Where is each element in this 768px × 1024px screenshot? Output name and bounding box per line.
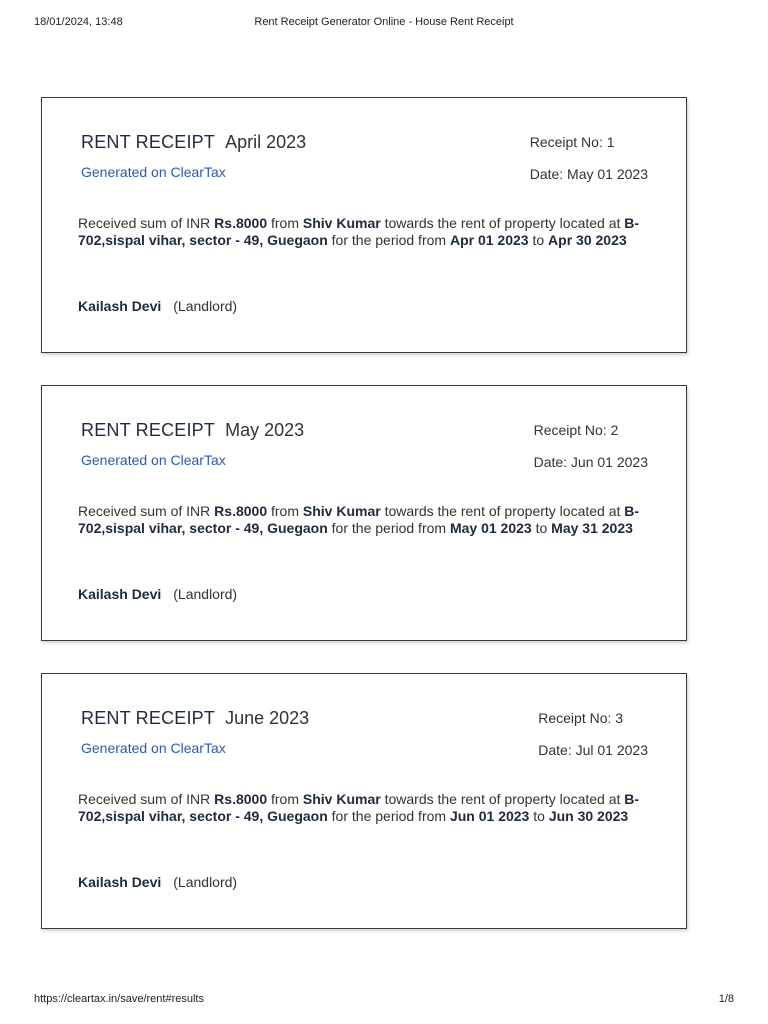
body-text: from bbox=[267, 791, 303, 807]
tenant-name: Shiv Kumar bbox=[302, 503, 381, 519]
receipt-title: RENT RECEIPT bbox=[81, 420, 216, 440]
period-end: May 31 2023 bbox=[551, 520, 633, 536]
landlord-name: Kailash Devi bbox=[78, 586, 162, 602]
receipt-title: RENT RECEIPT bbox=[81, 132, 216, 152]
period-start: Apr 01 2023 bbox=[449, 232, 529, 248]
property-address: B-702,sispal vihar, sector - 49, Guegaon bbox=[78, 791, 640, 824]
print-header bbox=[0, 16, 768, 30]
receipt-heading bbox=[81, 132, 306, 153]
receipt-date: Date: Jul 01 2023 bbox=[538, 742, 648, 758]
receipt-month: June 2023 bbox=[225, 708, 310, 728]
period-start: Jun 01 2023 bbox=[449, 808, 530, 824]
landlord-name: Kailash Devi bbox=[78, 298, 162, 314]
print-page-number: 1/8 bbox=[718, 993, 734, 1005]
receipt-meta bbox=[534, 422, 648, 470]
body-text: to bbox=[528, 232, 549, 248]
receipt-meta bbox=[538, 710, 648, 758]
landlord-signature bbox=[78, 874, 237, 890]
body-text: for the period from bbox=[327, 232, 450, 248]
landlord-role: (Landlord) bbox=[173, 874, 238, 890]
body-text: for the period from bbox=[327, 808, 450, 824]
rent-amount: Rs.8000 bbox=[214, 503, 268, 519]
property-address: B-702,sispal vihar, sector - 49, Guegaon bbox=[78, 503, 640, 536]
print-page-title: Rent Receipt Generator Online - House Rent Receipt bbox=[254, 16, 514, 28]
landlord-name: Kailash Devi bbox=[78, 874, 162, 890]
body-text: towards the rent of property located at bbox=[380, 503, 625, 519]
receipt-meta bbox=[530, 134, 648, 182]
receipt-body bbox=[78, 791, 648, 825]
receipt-month: April 2023 bbox=[225, 132, 307, 152]
body-text: from bbox=[267, 503, 303, 519]
print-url: https://cleartax.in/save/rent#results bbox=[34, 993, 204, 1005]
body-text: to bbox=[531, 520, 552, 536]
body-text: towards the rent of property located at bbox=[380, 215, 625, 231]
tenant-name: Shiv Kumar bbox=[302, 791, 381, 807]
tenant-name: Shiv Kumar bbox=[302, 215, 381, 231]
body-text: from bbox=[267, 215, 303, 231]
period-start: May 01 2023 bbox=[449, 520, 532, 536]
period-end: Jun 30 2023 bbox=[548, 808, 629, 824]
print-footer bbox=[0, 993, 768, 1007]
receipt-date: Date: May 01 2023 bbox=[529, 166, 648, 182]
receipt-body bbox=[78, 503, 648, 537]
generated-on-cleartax-link[interactable]: Generated on ClearTax bbox=[81, 164, 226, 180]
generated-on-cleartax-link[interactable]: Generated on ClearTax bbox=[81, 452, 226, 468]
property-address: B-702,sispal vihar, sector - 49, Guegaon bbox=[78, 215, 640, 248]
body-text: to bbox=[529, 808, 549, 824]
receipt-number: Receipt No: 1 bbox=[529, 134, 615, 150]
body-text: towards the rent of property located at bbox=[380, 791, 625, 807]
landlord-role: (Landlord) bbox=[173, 298, 238, 314]
rent-amount: Rs.8000 bbox=[214, 215, 268, 231]
print-timestamp: 18/01/2024, 13:48 bbox=[34, 16, 123, 28]
body-text: Received sum of INR bbox=[78, 791, 215, 807]
generated-on-cleartax-link[interactable]: Generated on ClearTax bbox=[81, 740, 226, 756]
receipt-number: Receipt No: 3 bbox=[538, 710, 624, 726]
receipt-date: Date: Jun 01 2023 bbox=[533, 454, 648, 470]
receipt-heading bbox=[81, 420, 304, 441]
receipt-title: RENT RECEIPT bbox=[81, 708, 216, 728]
landlord-role: (Landlord) bbox=[173, 586, 238, 602]
receipt-body bbox=[78, 215, 648, 249]
body-text: Received sum of INR bbox=[78, 215, 215, 231]
body-text: for the period from bbox=[327, 520, 450, 536]
rent-receipt-card bbox=[41, 673, 687, 929]
rent-receipt-card bbox=[41, 385, 687, 641]
receipt-number: Receipt No: 2 bbox=[533, 422, 619, 438]
rent-amount: Rs.8000 bbox=[214, 791, 268, 807]
body-text: Received sum of INR bbox=[78, 503, 215, 519]
rent-receipt-card bbox=[41, 97, 687, 353]
landlord-signature bbox=[78, 586, 237, 602]
receipt-month: May 2023 bbox=[225, 420, 305, 440]
landlord-signature bbox=[78, 298, 237, 314]
period-end: Apr 30 2023 bbox=[548, 232, 627, 248]
receipt-heading bbox=[81, 708, 309, 729]
